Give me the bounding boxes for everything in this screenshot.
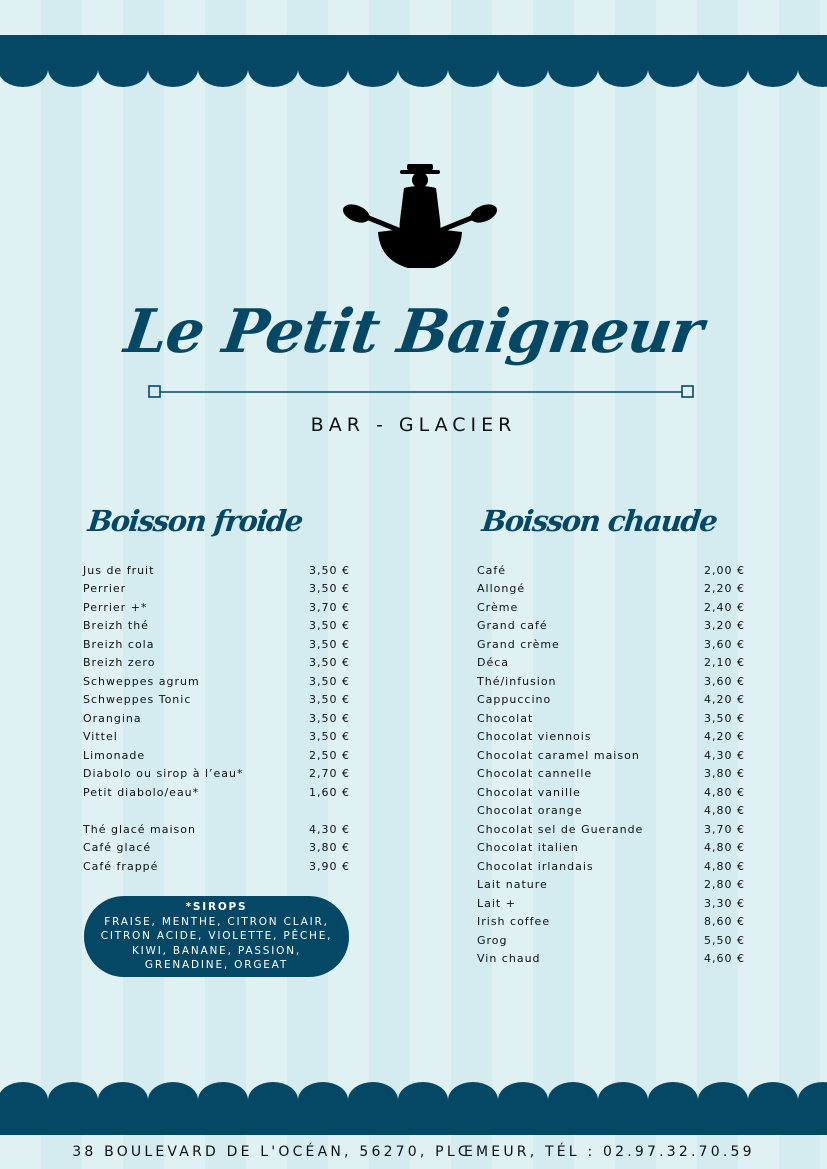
menu-item: [477, 857, 745, 876]
menu-item: [83, 617, 350, 636]
item-price: 3,50 €: [309, 563, 350, 577]
item-price: 3,50 €: [309, 730, 350, 744]
item-name: Crème: [477, 600, 519, 614]
menu-item: [83, 783, 350, 802]
list-spacer: [83, 802, 350, 821]
item-price: 5,50 €: [704, 933, 745, 947]
item-price: 3,30 €: [704, 896, 745, 910]
item-name: Chocolat sel de Guerande: [477, 822, 644, 836]
item-name: Allongé: [477, 582, 526, 596]
menu-item: [83, 598, 350, 617]
menu-item: [477, 950, 745, 969]
item-name: Cappuccino: [477, 693, 552, 707]
item-name: Petit diabolo/eau*: [83, 785, 200, 799]
bottom-scallop-border: [0, 1082, 827, 1104]
item-name: Chocolat vanille: [477, 785, 581, 799]
item-price: 2,20 €: [704, 582, 745, 596]
menu-item: [83, 654, 350, 673]
item-price: 3,50 €: [309, 637, 350, 651]
section-title-hot: Boisson chaude: [480, 504, 719, 538]
menu-item: [477, 561, 745, 580]
item-price: 1,60 €: [309, 785, 350, 799]
brand-title: Le Petit Baigneur: [120, 297, 707, 367]
item-price: 3,70 €: [704, 822, 745, 836]
item-name: Chocolat viennois: [477, 730, 592, 744]
section-title-cold: Boisson froide: [86, 504, 304, 538]
item-price: 3,20 €: [704, 619, 745, 633]
item-price: 3,50 €: [309, 693, 350, 707]
item-price: 2,50 €: [309, 748, 350, 762]
item-name: Grog: [477, 933, 508, 947]
item-name: Breizh thé: [83, 619, 149, 633]
menu-item: [477, 894, 745, 913]
item-name: Chocolat: [477, 711, 534, 725]
item-name: Irish coffee: [477, 915, 551, 929]
menu-item: [477, 820, 745, 839]
item-name: Thé/infusion: [477, 674, 557, 688]
top-scallop-border: [0, 67, 827, 87]
menu-item: [83, 561, 350, 580]
menu-item: [83, 839, 350, 858]
item-name: Schweppes agrum: [83, 674, 200, 688]
item-name: Perrier: [83, 582, 127, 596]
menu-item: [83, 765, 350, 784]
item-price: 4,30 €: [309, 822, 350, 836]
menu-item: [477, 802, 745, 821]
menu-item: [477, 728, 745, 747]
item-name: Lait nature: [477, 878, 548, 892]
item-name: Café: [477, 563, 507, 577]
item-price: 3,60 €: [704, 637, 745, 651]
item-price: 3,50 €: [309, 711, 350, 725]
item-price: 2,40 €: [704, 600, 745, 614]
item-price: 3,50 €: [309, 582, 350, 596]
menu-item: [477, 765, 745, 784]
item-name: Café frappé: [83, 859, 159, 873]
item-price: 3,50 €: [309, 656, 350, 670]
item-price: 3,60 €: [704, 674, 745, 688]
item-name: Chocolat irlandais: [477, 859, 594, 873]
brand-subtitle: BAR - GLACIER: [310, 414, 517, 436]
item-price: 3,80 €: [309, 841, 350, 855]
menu-item: [83, 691, 350, 710]
syrups-line: KIWI, BANANE, PASSION,: [131, 944, 302, 957]
item-name: Chocolat italien: [477, 841, 579, 855]
menu-item: [83, 672, 350, 691]
hot-drinks-list: [477, 561, 745, 968]
item-name: Chocolat orange: [477, 804, 583, 818]
item-name: Diabolo ou sirop à l’eau*: [83, 767, 244, 781]
item-name: Grand café: [477, 619, 548, 633]
menu-item: [477, 709, 745, 728]
item-name: Vittel: [83, 730, 118, 744]
item-price: 4,20 €: [704, 693, 745, 707]
menu-item: [477, 672, 745, 691]
kayaker-icon: [338, 160, 502, 272]
menu-item: [477, 876, 745, 895]
menu-item: [83, 728, 350, 747]
item-price: 8,60 €: [704, 915, 745, 929]
menu-item: [83, 820, 350, 839]
item-price: 3,70 €: [309, 600, 350, 614]
item-price: 2,00 €: [704, 563, 745, 577]
menu-item: [477, 839, 745, 858]
menu-item: [477, 931, 745, 950]
item-name: Perrier +*: [83, 600, 148, 614]
syrups-line: GRENADINE, ORGEAT: [144, 959, 289, 971]
syrups-line: CITRON ACIDE, VIOLETTE, PÊCHE,: [100, 930, 333, 942]
bottom-wave-band: [0, 1102, 827, 1135]
menu-item: [477, 691, 745, 710]
item-price: 2,10 €: [704, 656, 745, 670]
menu-item: [83, 635, 350, 654]
item-price: 2,70 €: [309, 767, 350, 781]
menu-item: [477, 783, 745, 802]
item-price: 3,50 €: [309, 674, 350, 688]
item-price: 2,80 €: [704, 878, 745, 892]
syrups-box: [84, 896, 349, 977]
menu-item: [83, 746, 350, 765]
menu-item: [477, 635, 745, 654]
menu-item: [477, 913, 745, 932]
menu-item: [477, 598, 745, 617]
item-price: 3,50 €: [704, 711, 745, 725]
item-price: 4,60 €: [704, 952, 745, 966]
syrups-title: *SIROPS: [185, 901, 248, 913]
cold-drinks-list: [83, 561, 350, 876]
menu-item: [83, 857, 350, 876]
title-divider: [147, 384, 695, 400]
item-price: 4,80 €: [704, 841, 745, 855]
item-name: Orangina: [83, 711, 142, 725]
item-price: 4,20 €: [704, 730, 745, 744]
item-price: 3,90 €: [309, 859, 350, 873]
footer-address: 38 BOULEVARD DE L'OCÉAN, 56270, PLŒMEUR, TÉL : 02.97.32.70.59: [72, 1144, 755, 1160]
item-name: Café glacé: [83, 841, 152, 855]
item-price: 4,80 €: [704, 804, 745, 818]
menu-item: [83, 709, 350, 728]
item-name: Breizh zero: [83, 656, 156, 670]
item-name: Vin chaud: [477, 952, 541, 966]
item-name: Chocolat cannelle: [477, 767, 593, 781]
item-price: 3,80 €: [704, 767, 745, 781]
menu-item: [477, 654, 745, 673]
item-name: Déca: [477, 656, 510, 670]
syrups-line: FRAISE, MENTHE, CITRON CLAIR,: [104, 915, 329, 928]
menu-item: [83, 580, 350, 599]
item-name: Jus de fruit: [83, 563, 155, 577]
menu-item: [477, 580, 745, 599]
item-name: Limonade: [83, 748, 146, 762]
menu-item: [477, 617, 745, 636]
item-name: Lait +: [477, 896, 516, 910]
item-name: Thé glacé maison: [83, 822, 196, 836]
item-price: 4,80 €: [704, 859, 745, 873]
item-name: Breizh cola: [83, 637, 155, 651]
item-name: Schweppes Tonic: [83, 693, 192, 707]
menu-item: [477, 746, 745, 765]
item-price: 4,30 €: [704, 748, 745, 762]
item-price: 4,80 €: [704, 785, 745, 799]
item-name: Grand crème: [477, 637, 560, 651]
item-price: 3,50 €: [309, 619, 350, 633]
top-wave-band: [0, 35, 827, 69]
item-name: Chocolat caramel maison: [477, 748, 640, 762]
